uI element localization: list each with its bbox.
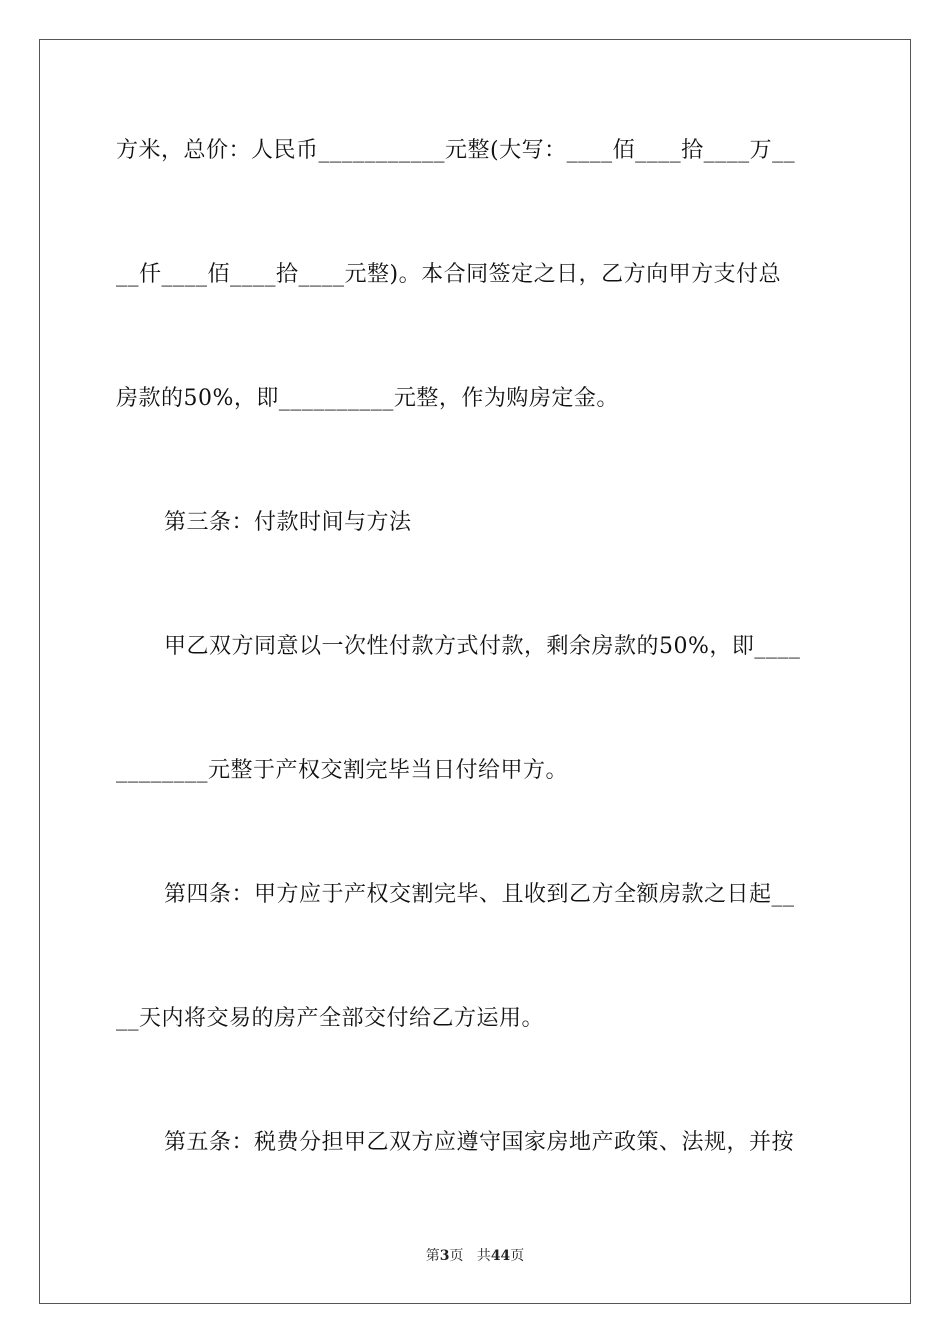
text-line-3: 房款的50%，即__________元整，作为购房定金。 <box>116 386 619 411</box>
article-4-line-1: 第四条：甲方应于产权交割完毕、且收到乙方全额房款之日起__ <box>164 882 795 907</box>
section-heading-article-3: 第三条：付款时间与方法 <box>164 510 412 535</box>
footer-total-pages: 44 <box>490 1248 511 1264</box>
article-4-line-2: __天内将交易的房产全部交付给乙方运用。 <box>116 1006 545 1031</box>
footer-total-suffix: 页 <box>510 1248 525 1264</box>
text-line-1: 方米，总价：人民币___________元整(大写：____佰____拾____万__ <box>116 138 796 163</box>
page-border <box>39 39 911 1304</box>
footer-page-prefix: 第 <box>425 1248 440 1264</box>
text-line-2: __仟____佰____拾____元整)。本合同签定之日，乙方向甲方支付总 <box>116 262 782 287</box>
text-line-6: ________元整于产权交割完毕当日付给甲方。 <box>116 758 569 783</box>
page-footer <box>0 1246 950 1266</box>
footer-page-suffix: 页 <box>449 1248 464 1264</box>
footer-page-number: 3 <box>439 1248 450 1264</box>
footer-total-prefix: 共 <box>476 1248 491 1264</box>
text-line-5: 甲乙双方同意以一次性付款方式付款，剩余房款的50%，即____ <box>164 634 801 659</box>
article-5-line-1: 第五条：税费分担甲乙双方应遵守国家房地产政策、法规，并按 <box>164 1130 795 1155</box>
